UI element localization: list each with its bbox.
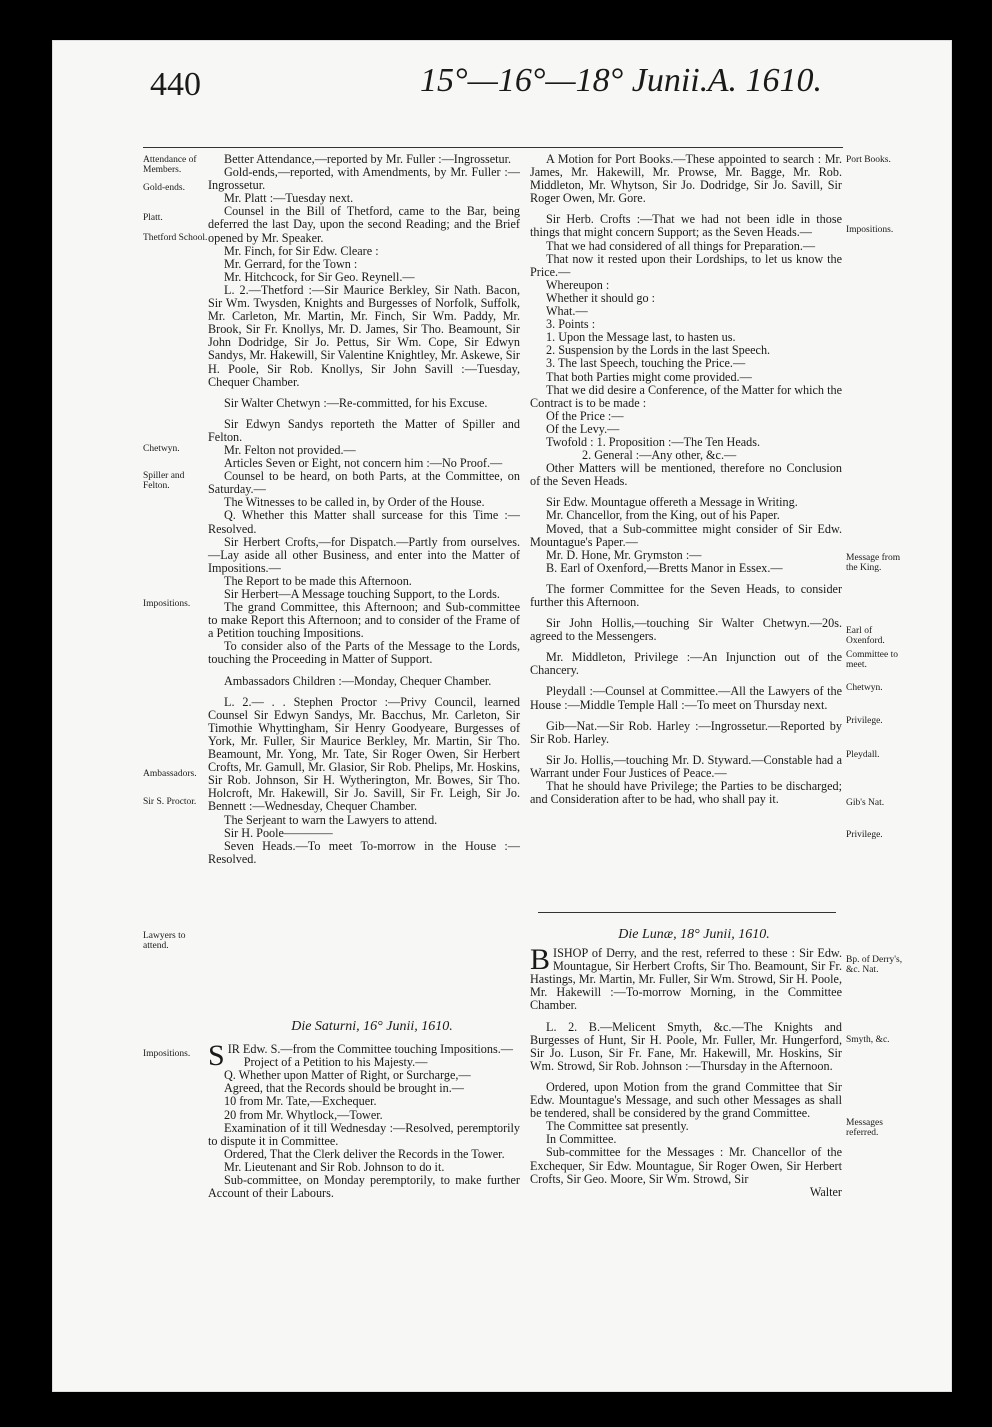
paragraph: Sir Edwyn Sandys reporteth the Matter of Spiller and Felton.: [208, 416, 520, 444]
paragraph: Whereupon :: [546, 277, 610, 292]
paragraph: Q. Whether upon Matter of Right, or Surcharge,—: [224, 1068, 471, 1083]
paragraph: Examination of it till Wednesday :—Resolved, peremptorily to dispute it in Committee.: [208, 1120, 520, 1148]
section-rule: [538, 912, 836, 913]
section-heading: Die Saturni, 16° Junii, 1610.: [291, 1019, 453, 1034]
margin-note: Spiller and Felton.: [143, 471, 185, 491]
paragraph: Mr. Gerrard, for the Town :: [224, 256, 358, 271]
paragraph: Seven Heads.—To meet To-morrow in the House :—Resolved.: [208, 838, 520, 866]
paragraph: 10 from Mr. Tate,—Exchequer.: [224, 1094, 377, 1109]
paragraph: Mr. Chancellor, from the King, out of his Paper.: [546, 508, 780, 523]
right-column-monday: [530, 928, 842, 1199]
margin-note: Privilege.: [846, 716, 883, 726]
page-number: 440: [150, 66, 201, 103]
paragraph: Sir Walter Chetwyn :—Re-committed, for his Excuse.: [224, 395, 488, 410]
paragraph: 3. The last Speech, touching the Price.—: [546, 356, 746, 371]
paragraph: The Serjeant to warn the Lawyers to attend.: [224, 812, 438, 827]
paragraph: Articles Seven or Eight, not concern him :—No Proof.—: [224, 456, 503, 471]
header-dates: 15°—16°—18° Junii.: [420, 62, 709, 99]
margin-note: Privilege.: [846, 830, 883, 840]
paragraph: Mr. D. Hone, Mr. Grymston :—: [546, 547, 702, 562]
paragraph: B. Earl of Oxenford,—Bretts Manor in Essex.—: [546, 560, 783, 575]
paragraph: 2. General :—Any other, &c.—: [582, 448, 737, 463]
paragraph: Sub-committee, on Monday peremptorily, to make further Account of their Labours.: [208, 1173, 520, 1201]
paragraph: Moved, that a Sub-committee might consider of Sir Edw. Mountague's Paper.—: [530, 521, 842, 549]
paragraph: Of the Levy.—: [546, 421, 620, 436]
paragraph: Mr. Hitchcock, for Sir Geo. Reynell.—: [224, 269, 415, 284]
paragraph: Sir Jo. Hollis,—touching Mr. D. Styward.—Constable had a Warrant under Four Justices of Peace.—: [530, 752, 842, 780]
paragraph: L. 2.— . . Stephen Proctor :—Privy Council, learned Counsel Sir Edwyn Sandys, Mr. Bacchus, Mr. Carleton, Sir Timothie Whyttingham, Sir Henry Goodyeare, Burgesses of York, Mr. Fuller, Sir Maurice Berkley, Mr. Martin, Sir Tho. Beamount, Mr. Yong, Mr. Tate, Sir Roger Owen, Sir Herbert Crofts, Mr. Gamull, Mr. Glasior, Sir Rob. Phelips, Mr. Hoskins, Sir Rob. Johnson, Sir H. Wytherington, Mr. Bowes, Sir Tho. Holcroft, Mr. Hakewill, Sir Jo. Savill, Sir Fr. Leigh, Sir Jo. Bennett :—Wednesday, Chequer Chamber.: [208, 694, 520, 814]
margin-note: Port Books.: [846, 155, 891, 165]
paragraph: Counsel in the Bill of Thetford, came to the Bar, being deferred the last Day, upon the second Reading; and the Brief opened by Mr. Speaker.: [208, 204, 520, 245]
paragraph: That we had considered of all things for Preparation.—: [546, 238, 816, 253]
margin-note: Thetford School.: [143, 233, 208, 243]
paragraph: 3. Points :: [546, 317, 596, 332]
right-column: [530, 153, 842, 806]
paragraph: Pleydall :—Counsel at Committee.—All the Lawyers of the House :—Middle Temple Hall :—To meet on Thursday next.: [530, 684, 842, 712]
margin-note: Message from the King.: [846, 553, 901, 573]
paragraph: Other Matters will be mentioned, therefore no Conclusion of the Seven Heads.: [530, 461, 842, 489]
margin-note: Ambassadors.: [143, 769, 197, 779]
margin-note: Impositions.: [846, 225, 894, 235]
margin-note: Earl of Oxenford.: [846, 626, 885, 646]
paragraph: Sir Edw. Mountague offereth a Message in Writing.: [546, 495, 798, 510]
paragraph: Mr. Lieutenant and Sir Rob. Johnson to do it.: [224, 1159, 445, 1174]
catchword: Walter: [809, 1184, 842, 1199]
margin-note: Messages referred.: [846, 1118, 883, 1138]
paragraph: That we did desire a Conference, of the Matter for which the Contract is to be made :: [530, 382, 842, 410]
paragraph: Mr. Middleton, Privilege :—An Injunction out of the Chancery.: [530, 650, 842, 678]
paragraph: That now it rested upon their Lordships, to let us know the Price.—: [530, 251, 842, 279]
paragraph: Agreed, that the Records should be brought in.—: [224, 1081, 464, 1096]
paragraph: The Committee sat presently.: [546, 1119, 689, 1134]
paragraph: Sir Herbert Crofts,—for Dispatch.—Partly from ourselves.—Lay aside all other Business, and enter into the Matter of Impositions.—: [208, 534, 520, 575]
margin-note: Pleydall.: [846, 750, 880, 760]
paragraph: Ambassadors Children :—Monday, Chequer Chamber.: [224, 673, 492, 688]
paragraph: 1. Upon the Message last, to hasten us.: [546, 330, 736, 345]
page-header: [0, 62, 992, 112]
paragraph: Sub-committee for the Messages : Mr. Chancellor of the Exchequer, Sir Edw. Mountague, Sir Roger Owen, Sir Herbert Crofts, Sir Geo. Moore, Sir Wm. Strowd, Sir: [530, 1145, 842, 1186]
paragraph: Mr. Platt :—Tuesday next.: [224, 191, 354, 206]
paragraph: That both Parties might come provided.—: [546, 369, 752, 384]
header-year: A. 1610.: [707, 62, 822, 99]
paragraph: 2. Suspension by the Lords in the last Speech.: [546, 343, 771, 358]
paragraph: Sir Herb. Crofts :—That we had not been idle in those things that might concern Support; as the Seven Heads.—: [530, 212, 842, 240]
paragraph: Of the Price :—: [546, 408, 624, 423]
paragraph: SIR Edw. S.—from the Committee touching Impositions.—: [208, 1039, 513, 1073]
margin-note: Committee to meet.: [846, 650, 898, 670]
paragraph: The Witnesses to be called in, by Order of the House.: [224, 495, 485, 510]
paragraph: The Report to be made this Afternoon.: [224, 573, 412, 588]
paragraph: In Committee.: [546, 1132, 617, 1147]
margin-note: Gold-ends.: [143, 183, 185, 193]
paragraph: A Motion for Port Books.—These appointed to search : Mr. James, Mr. Hakewill, Mr. Prowse, Mr. Bagge, Mr. Rob. Middleton, Mr. Whytson, Sir Jo. Dodridge, Sir Jo. Savill, Sir Roger Owen, Mr. Gore.: [530, 152, 842, 206]
paragraph: Gib—Nat.—Sir Rob. Harley :—Ingrossetur.—Reported by Sir Rob. Harley.: [530, 718, 842, 746]
paragraph: What.—: [546, 304, 588, 319]
margin-note: Chetwyn.: [846, 683, 883, 693]
paragraph: Ordered, upon Motion from the grand Committee that Sir Edw. Mountague's Message, and such other Messages as shall be tendered, shall be considered by the grand Committee.: [530, 1079, 842, 1121]
paragraph: Whether it should go :: [546, 290, 655, 305]
paragraph: Counsel to be heard, on both Parts, at the Committee, on Saturday.—: [208, 469, 520, 497]
margin-note: Gib's Nat.: [846, 798, 885, 808]
left-column-saturday: [208, 1020, 520, 1200]
paragraph: Q. Whether this Matter shall surcease for this Time :—Resolved.: [208, 508, 520, 536]
margin-note: Lawyers to attend.: [143, 931, 186, 951]
paragraph: Ordered, That the Clerk deliver the Records in the Tower.: [224, 1146, 505, 1161]
paragraph: L. 2. B.—Melicent Smyth, &c.—The Knights and Burgesses of Hunt, Sir H. Poole, Mr. Fuller, Mr. Hungerford, Sir Jo. Luson, Sir Fr. Fane, Mr. Hakewill, Mr. Hoskins, Sir Wm. Strowd, Sir Rob. Johnson :—Thursday in the Afternoon.: [530, 1019, 842, 1073]
paragraph: 20 from Mr. Whytlock,—Tower.: [224, 1107, 383, 1122]
header-rule: [143, 147, 843, 148]
paragraph: To consider also of the Parts of the Message to the Lords, touching the Proceeding in Matter of Support.: [208, 639, 520, 667]
left-column: [208, 153, 520, 866]
margin-note: Impositions.: [143, 599, 191, 609]
margin-note: Sir S. Proctor.: [143, 797, 197, 807]
paragraph: BISHOP of Derry, and the rest, referred to these : Sir Edw. Mountague, Sir Herbert Crofts, Sir Tho. Beamount, Sir Fr. Hastings, Mr. Martin, Mr. Fuller, Sir Wm. Strowd, Sir H. Poole, Mr. Hakewill :—To-morrow Morning, in the Committee Chamber.: [530, 943, 842, 1013]
paragraph: Sir H. Poole————: [224, 825, 333, 840]
paragraph: Mr. Finch, for Sir Edw. Cleare :: [224, 243, 379, 258]
drop-cap: B: [530, 943, 551, 977]
drop-cap: S: [208, 1039, 225, 1073]
margin-note: Platt.: [143, 213, 163, 223]
paragraph: Gold-ends,—reported, with Amendments, by Mr. Fuller :—Ingrossetur.: [208, 165, 520, 193]
paragraph: L. 2.—Thetford :—Sir Maurice Berkley, Sir Nath. Bacon, Sir Wm. Twysden, Knights and Burgesses of Norfolk, Suffolk, Mr. Carleton, Mr. Martin, Mr. Finch, Sir Wm. Paddy, Mr. Brook, Sir Fr. Knollys, Mr. D. James, Sir Tho. Beamount, Sir John Dodridge, Sir Jo. Pettus, Sir Wm. Cope, Sir Edwyn Sandys, Mr. Hakewill, Sir Valentine Knightley, Mr. Askewe, Sir H. Poole, Sir Rob. Knollys, Sir John Savill :—Tuesday, Chequer Chamber.: [208, 282, 520, 389]
paragraph: Mr. Felton not provided.—: [224, 442, 356, 457]
margin-note: Impositions.: [143, 1049, 191, 1059]
margin-note: Attendance of Members.: [143, 155, 197, 175]
section-heading: Die Lunæ, 18° Junii, 1610.: [618, 927, 770, 942]
paragraph: The grand Committee, this Afternoon; and Sub-committee to make Report this Afternoon; and to consider of the Frame of a Petition touching Impositions.: [208, 600, 520, 641]
paragraph: That he should have Privilege; the Parties to be discharged; and Consideration after to be had, who shall pay it.: [530, 779, 842, 807]
margin-note: Bp. of Derry's, &c. Nat.: [846, 955, 903, 975]
paragraph: The former Committee for the Seven Heads, to consider further this Afternoon.: [530, 581, 842, 609]
margin-note: Chetwyn.: [143, 444, 180, 454]
paragraph: Twofold : 1. Proposition :—The Ten Heads.: [546, 434, 761, 449]
margin-note: Smyth, &c.: [846, 1035, 890, 1045]
paragraph: Sir Herbert—A Message touching Support, to the Lords.: [224, 587, 500, 601]
paragraph: Better Attendance,—reported by Mr. Fuller :—Ingrossetur.: [224, 152, 512, 166]
paragraph: Project of a Petition to his Majesty.—: [243, 1055, 428, 1070]
paragraph: Sir John Hollis,—touching Sir Walter Chetwyn.—20s. agreed to the Messengers.: [530, 616, 842, 644]
